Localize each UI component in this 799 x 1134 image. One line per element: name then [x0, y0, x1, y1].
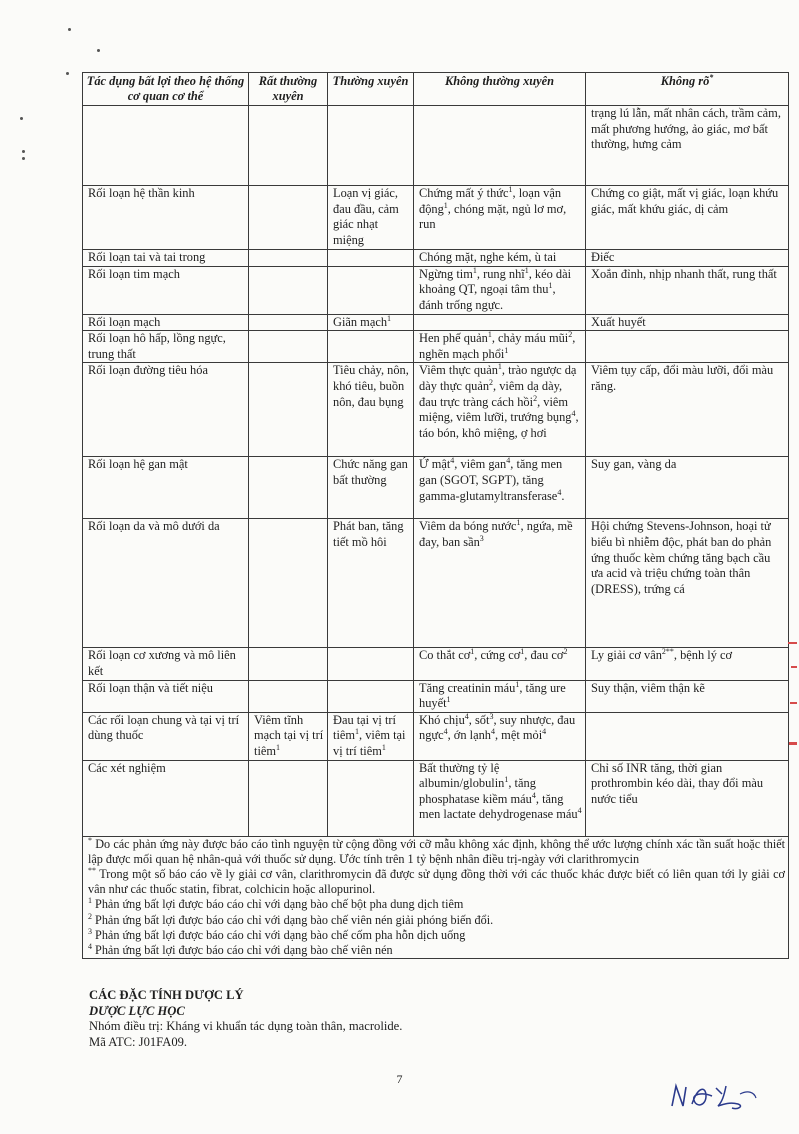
- table-row: [83, 457, 789, 519]
- cell-unknown: Điếc: [586, 250, 789, 267]
- cell-unknown: Chỉ số INR tăng, thời gian prothrombin kéo dài, thay đổi màu nước tiểu: [586, 760, 789, 836]
- footnote-mark: 1: [88, 896, 92, 906]
- atc-code: Mã ATC: J01FA09.: [89, 1034, 188, 1049]
- scan-speck: [66, 72, 69, 75]
- footnote: [88, 837, 785, 867]
- table-row: [83, 106, 789, 186]
- cell-uncommon: Bất thường tỷ lệ albumin/globulin$^1$, tăng phosphatase kiềm máu$^4$, tăng men lactate dehydrogenase máu$^4$: [414, 760, 586, 836]
- adverse-reactions-table: [82, 72, 789, 959]
- cell-organ-system: Rối loạn hệ gan mật: [83, 457, 249, 519]
- cell-very-common: [249, 648, 328, 680]
- cell-organ-system: Các xét nghiệm: [83, 760, 249, 836]
- cell-very-common: [249, 250, 328, 267]
- cell-organ-system: Rối loạn hệ thần kinh: [83, 186, 249, 250]
- cell-organ-system: Rối loạn da và mô dưới da: [83, 519, 249, 648]
- cell-uncommon: Chứng mất ý thức$^1$, loạn vận động$^1$, chóng mặt, ngủ lơ mơ, run: [414, 186, 586, 250]
- cell-uncommon: [414, 106, 586, 186]
- cell-common: Tiêu chảy, nôn, khó tiêu, buồn nôn, đau bụng: [328, 363, 414, 457]
- footnote-text: Trong một số báo cáo về ly giải cơ vân, clarithromycin đã được sử dụng đồng thời với các thuốc khác được biết có liên quan tới ly giải cơ vân như các thuốc statin, fibrat, colchicin hoặc allopurinol.: [88, 866, 785, 897]
- cell-very-common: [249, 519, 328, 648]
- handwritten-signature: [668, 1080, 760, 1119]
- cell-unknown: [586, 712, 789, 760]
- cell-organ-system: Rối loạn đường tiêu hóa: [83, 363, 249, 457]
- cell-uncommon: Co thắt $cơ^1$, cứng $cơ^1$, đau $cơ^2$: [414, 648, 586, 680]
- scan-edge-mark: [791, 666, 797, 668]
- cell-very-common: [249, 106, 328, 186]
- cell-organ-system: Rối loạn mạch: [83, 314, 249, 331]
- cell-unknown: Hội chứng Stevens-Johnson, hoại tử biểu bì nhiễm độc, phát ban do phản ứng thuốc kèm chứng tăng bạch cầu ưa acid và triệu chứng toàn thân (DRESS), trứng cá: [586, 519, 789, 648]
- cell-common: Đau tại vị trí tiêm$^1$, viêm tại vị trí tiêm$^1$: [328, 712, 414, 760]
- cell-very-common: [249, 331, 328, 363]
- cell-very-common: Viêm tĩnh mạch tại vị trí tiêm$^1$: [249, 712, 328, 760]
- header-very-common: Rất thường xuyên: [249, 73, 328, 106]
- footnote-mark: 4: [88, 941, 92, 951]
- cell-common: [328, 680, 414, 712]
- table-row: [83, 186, 789, 250]
- footnote: [88, 928, 785, 943]
- cell-very-common: [249, 363, 328, 457]
- scan-edge-mark: [788, 642, 797, 644]
- header-unknown: Không rõ*: [586, 73, 789, 106]
- footnote-mark: **: [88, 865, 96, 875]
- cell-common: Loạn vị giác, đau đầu, cảm giác nhạt miệng: [328, 186, 414, 250]
- table-row: [83, 314, 789, 331]
- footnote-mark: 2: [88, 911, 92, 921]
- cell-very-common: [249, 457, 328, 519]
- table-header-row: [83, 73, 789, 106]
- cell-uncommon: Viêm thực quản$^1$, trào ngược dạ dày thực quản$^2$, viêm dạ dày, đau trực tràng cách hồi$^2$, viêm miệng, viêm lưỡi, trướng bụng$^4$, táo bón, khô miệng, ợ hơi: [414, 363, 586, 457]
- cell-uncommon: Khó chịu$^4$, sốt$^3$, suy nhược, đau ngực$^4$, ớn lạnh$^4$, mệt mỏi$^4$: [414, 712, 586, 760]
- cell-uncommon: Chóng mặt, nghe kém, ù tai: [414, 250, 586, 267]
- cell-uncommon: Tăng creatinin máu$^1$, tăng ure huyết$^1$: [414, 680, 586, 712]
- cell-common: [328, 250, 414, 267]
- cell-common: Phát ban, tăng tiết mồ hôi: [328, 519, 414, 648]
- scan-speck: [22, 157, 25, 160]
- cell-common: Chức năng gan bất thường: [328, 457, 414, 519]
- cell-very-common: [249, 314, 328, 331]
- table-row: [83, 266, 789, 314]
- footnotes-row: [83, 836, 789, 959]
- cell-common: [328, 331, 414, 363]
- page-number: 7: [396, 1072, 403, 1086]
- cell-organ-system: Rối loạn hô hấp, lồng ngực, trung thất: [83, 331, 249, 363]
- footnote-text: Do các phản ứng này được báo cáo tình nguyện từ cộng đồng với cỡ mẫu không xác định, không thể ước lượng chính xác tần suất hoặc thiết lập được mối quan hệ nhân-quả với thuốc sử dụng. Ước tính trên 1 tỷ bệnh nhân điều trị-ngày với clarithromycin: [88, 836, 785, 866]
- cell-unknown: Suy gan, vàng da: [586, 457, 789, 519]
- cell-unknown: Chứng co giật, mất vị giác, loạn khứu giác, mất khứu giác, dị cảm: [586, 186, 789, 250]
- footnote-mark: 3: [88, 926, 92, 936]
- footnote-text: Phản ứng bất lợi được báo cáo chỉ với dạng bào chế viên nén giải phóng biến đổi.: [92, 912, 494, 927]
- footnote-text: Phản ứng bất lợi được báo cáo chỉ với dạng bào chế cốm pha hỗn dịch uống: [92, 927, 466, 942]
- cell-very-common: [249, 680, 328, 712]
- cell-organ-system: Các rối loạn chung và tại vị trí dùng thuốc: [83, 712, 249, 760]
- cell-uncommon: Ngừng tim$^1$, rung nhĩ$^1$, kéo dài khoảng QT, ngoại tâm thu$^1$, đánh trống ngực.: [414, 266, 586, 314]
- scan-speck: [22, 150, 25, 153]
- cell-unknown: trạng lú lẫn, mất nhân cách, trầm cảm, mất phương hướng, ảo giác, mơ bất thường, hưng cảm: [586, 106, 789, 186]
- header-common: Thường xuyên: [328, 73, 414, 106]
- cell-uncommon: [414, 314, 586, 331]
- cell-very-common: [249, 186, 328, 250]
- table-row: [83, 760, 789, 836]
- footnote: [88, 913, 785, 928]
- cell-uncommon: Ứ mật$^4$, viêm gan$^4$, tăng men gan (SGOT, SGPT), tăng gamma-glutamyltransferase$^4$.: [414, 457, 586, 519]
- cell-common: [328, 760, 414, 836]
- footnote-text: Phản ứng bất lợi được báo cáo chỉ với dạng bào chế bột pha dung dịch tiêm: [92, 897, 464, 912]
- footnotes: [83, 836, 789, 959]
- cell-unknown: Ly giải cơ vân$^{2**}$, bệnh lý cơ: [586, 648, 789, 680]
- footnote: [88, 867, 785, 897]
- cell-uncommon: Hen phế quản$^1$, chảy máu mũi$^2$, nghẽn mạch phổi$^1$: [414, 331, 586, 363]
- cell-uncommon: Viêm da bóng nước$^1$, ngứa, mề đay, ban sần$^3$: [414, 519, 586, 648]
- cell-unknown: Suy thận, viêm thận kẽ: [586, 680, 789, 712]
- scan-edge-mark: [790, 702, 797, 704]
- cell-unknown: [586, 331, 789, 363]
- footnote: [88, 943, 785, 958]
- table-row: [83, 712, 789, 760]
- table-row: [83, 363, 789, 457]
- header-organ-system: Tác dụng bất lợi theo hệ thống cơ quan cơ thể: [83, 73, 249, 106]
- footnote-mark: *: [88, 835, 92, 845]
- cell-very-common: [249, 760, 328, 836]
- cell-organ-system: [83, 106, 249, 186]
- pharmacology-section: [89, 988, 689, 1050]
- cell-common: [328, 648, 414, 680]
- section-subheading: DƯỢC LỰC HỌC: [89, 1003, 185, 1018]
- cell-organ-system: Rối loạn thận và tiết niệu: [83, 680, 249, 712]
- table-row: [83, 250, 789, 267]
- table-row: [83, 519, 789, 648]
- cell-common: [328, 266, 414, 314]
- cell-unknown: Xuất huyết: [586, 314, 789, 331]
- cell-organ-system: Rối loạn tai và tai trong: [83, 250, 249, 267]
- cell-organ-system: Rối loạn cơ xương và mô liên kết: [83, 648, 249, 680]
- scan-edge-mark: [789, 742, 797, 745]
- cell-unknown: Viêm tụy cấp, đổi màu lưỡi, đổi màu răng.: [586, 363, 789, 457]
- scan-speck: [97, 49, 100, 52]
- footnote-text: Phản ứng bất lợi được báo cáo chỉ với dạng bào chế viên nén: [92, 942, 393, 957]
- cell-unknown: Xoắn đỉnh, nhịp nhanh thất, rung thất: [586, 266, 789, 314]
- table-row: [83, 648, 789, 680]
- cell-organ-system: Rối loạn tim mạch: [83, 266, 249, 314]
- header-uncommon: Không thường xuyên: [414, 73, 586, 106]
- scan-speck: [20, 117, 23, 120]
- therapeutic-group: Nhóm điều trị: Kháng vi khuẩn tác dụng toàn thân, macrolide.: [89, 1019, 403, 1033]
- section-heading: CÁC ĐẶC TÍNH DƯỢC LÝ: [89, 988, 244, 1002]
- table-row: [83, 680, 789, 712]
- cell-common: [328, 106, 414, 186]
- scan-speck: [68, 28, 71, 31]
- cell-very-common: [249, 266, 328, 314]
- footnote: [88, 897, 785, 912]
- cell-common: Giãn mạch$^1$: [328, 314, 414, 331]
- table-body: [83, 106, 789, 837]
- table-row: [83, 331, 789, 363]
